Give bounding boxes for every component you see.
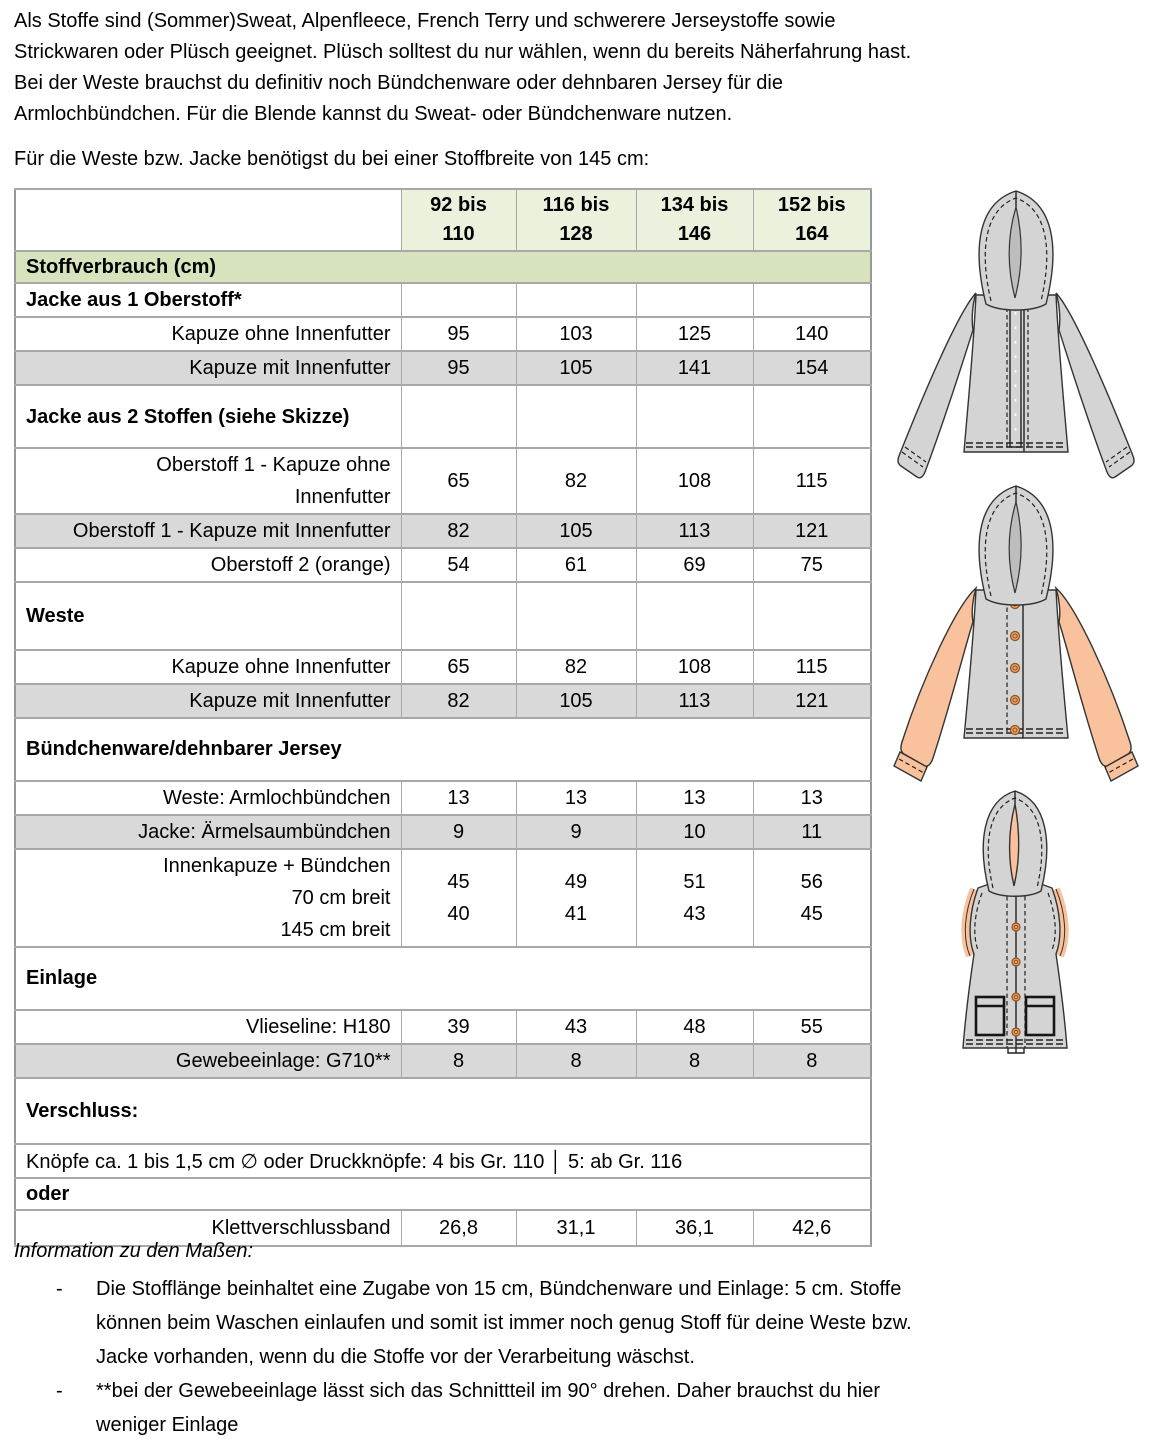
value-cell: 140: [753, 317, 871, 351]
intro-line: Armlochbündchen. Für die Blende kannst du Sweat- oder Bündchenware nutzen.: [14, 103, 733, 125]
value-cell: 103: [516, 317, 636, 351]
row-label: Kapuze ohne Innenfutter: [15, 317, 401, 351]
table-row: [15, 781, 871, 815]
bullet-marker: -: [56, 1380, 63, 1402]
table-row: [15, 1144, 871, 1178]
value-cell: 115: [753, 448, 871, 514]
value-cell: 45 40: [401, 849, 516, 947]
row-label: Kapuze mit Innenfutter: [15, 351, 401, 385]
value-cell: 10: [636, 815, 753, 849]
row-label: Kapuze mit Innenfutter: [15, 684, 401, 718]
value-cell: 39: [401, 1010, 516, 1044]
note-item: [56, 1272, 912, 1374]
value-cell: 141: [636, 351, 753, 385]
value-cell: 48: [636, 1010, 753, 1044]
value-cell: 121: [753, 514, 871, 548]
value-cell: 69: [636, 548, 753, 582]
value-cell: [516, 283, 636, 317]
intro-line: Als Stoffe sind (Sommer)Sweat, Alpenfleece, French Terry und schwerere Jerseystoffe sowie: [14, 10, 836, 32]
value-cell: 51 43: [636, 849, 753, 947]
value-cell: 105: [516, 684, 636, 718]
value-cell: 13: [636, 781, 753, 815]
table-row: [15, 1178, 871, 1210]
value-cell: 26,8: [401, 1210, 516, 1246]
table-row: [15, 849, 871, 947]
section-label: Einlage: [15, 947, 871, 1010]
figure-vest: [935, 785, 1125, 1095]
value-cell: 13: [516, 781, 636, 815]
jacket-hood: [979, 191, 1053, 310]
row-label: Vlieseline: H180: [15, 1010, 401, 1044]
section-label: Jacke aus 2 Stoffen (siehe Skizze): [15, 385, 401, 448]
closure-note: Knöpfe ca. 1 bis 1,5 cm ∅ oder Druckknöpfe: 4 bis Gr. 110 │ 5: ab Gr. 116: [15, 1144, 871, 1178]
section-label: Weste: [15, 582, 401, 650]
value-cell: [401, 385, 516, 448]
value-cell: 105: [516, 351, 636, 385]
row-label: Jacke: Ärmelsaumbündchen: [15, 815, 401, 849]
value-cell: 9: [401, 815, 516, 849]
note-line: können beim Waschen einlaufen und somit ist immer noch genug Stoff für deine Weste bzw.: [96, 1312, 912, 1334]
table-header-row: [15, 189, 871, 251]
table-row: [15, 1044, 871, 1078]
table-row: [15, 317, 871, 351]
value-cell: 82: [401, 684, 516, 718]
value-cell: 49 41: [516, 849, 636, 947]
table-row: [15, 582, 871, 650]
vest-body: [963, 883, 1067, 1053]
table-row: [15, 718, 871, 781]
size-column-header: 116 bis 128: [516, 189, 636, 251]
bullet-marker: -: [56, 1278, 63, 1300]
table-row: [15, 548, 871, 582]
value-cell: 108: [636, 650, 753, 684]
table-row: [15, 385, 871, 448]
value-cell: 36,1: [636, 1210, 753, 1246]
table-row: [15, 947, 871, 1010]
figure-jacket-one-fabric: [885, 185, 1150, 485]
value-cell: 113: [636, 514, 753, 548]
value-cell: 65: [401, 448, 516, 514]
value-cell: 8: [516, 1044, 636, 1078]
note-line: weniger Einlage: [96, 1414, 239, 1436]
table-row: [15, 448, 871, 514]
row-label: Oberstoff 1 - Kapuze ohne Innenfutter: [15, 448, 401, 514]
value-cell: 9: [516, 815, 636, 849]
value-cell: 8: [401, 1044, 516, 1078]
intro-line: Bei der Weste brauchst du definitiv noch Bündchenware oder dehnbaren Jersey für die: [14, 72, 783, 94]
table-lead-text: Für die Weste bzw. Jacke benötigst du bei einer Stoffbreite von 145 cm:: [14, 148, 650, 170]
note-line: **bei der Gewebeeinlage lässt sich das Schnittteil im 90° drehen. Daher brauchst du hier: [96, 1380, 880, 1402]
table-row: [15, 283, 871, 317]
value-cell: [401, 283, 516, 317]
row-label: Oberstoff 2 (orange): [15, 548, 401, 582]
value-cell: 125: [636, 317, 753, 351]
value-cell: 8: [636, 1044, 753, 1078]
note-line: Die Stofflänge beinhaltet eine Zugabe von 15 cm, Bündchenware und Einlage: 5 cm. Stoffe: [96, 1278, 902, 1300]
value-cell: 154: [753, 351, 871, 385]
value-cell: 54: [401, 548, 516, 582]
section-label: Jacke aus 1 Oberstoff*: [15, 283, 401, 317]
value-cell: [636, 283, 753, 317]
value-cell: 82: [401, 514, 516, 548]
value-cell: 95: [401, 351, 516, 385]
table-row: [15, 514, 871, 548]
footer-notes: [56, 1272, 912, 1442]
value-cell: [516, 385, 636, 448]
row-label: Gewebeeinlage: G710**: [15, 1044, 401, 1078]
fabric-requirements-table: [14, 188, 872, 1247]
table-row: [15, 251, 871, 283]
table-row: [15, 1010, 871, 1044]
value-cell: 115: [753, 650, 871, 684]
table-row: [15, 815, 871, 849]
value-cell: 108: [636, 448, 753, 514]
value-cell: 61: [516, 548, 636, 582]
row-label: Innenkapuze + Bündchen 70 cm breit 145 cm breit: [15, 849, 401, 947]
value-cell: 13: [753, 781, 871, 815]
value-cell: 8: [753, 1044, 871, 1078]
value-cell: 75: [753, 548, 871, 582]
section-label: Verschluss:: [15, 1078, 871, 1144]
table-row: [15, 351, 871, 385]
value-cell: 43: [516, 1010, 636, 1044]
value-cell: 95: [401, 317, 516, 351]
note-item: [56, 1374, 912, 1442]
value-cell: 82: [516, 448, 636, 514]
value-cell: 113: [636, 684, 753, 718]
value-cell: 11: [753, 815, 871, 849]
value-cell: [753, 582, 871, 650]
vest-hood: [983, 791, 1046, 896]
figure-jacket-two-fabrics: [885, 480, 1150, 790]
value-cell: 55: [753, 1010, 871, 1044]
value-cell: 31,1: [516, 1210, 636, 1246]
value-cell: 82: [516, 650, 636, 684]
value-cell: 42,6: [753, 1210, 871, 1246]
value-cell: 56 45: [753, 849, 871, 947]
jacket-hood: [979, 486, 1053, 605]
size-column-header: 134 bis 146: [636, 189, 753, 251]
value-cell: [636, 582, 753, 650]
table-row: [15, 650, 871, 684]
value-cell: 65: [401, 650, 516, 684]
table-row: [15, 684, 871, 718]
intro-line: Strickwaren oder Plüsch geeignet. Plüsch solltest du nur wählen, wenn du bereits Näherfahrung hast.: [14, 41, 912, 63]
value-cell: 121: [753, 684, 871, 718]
section-label: Bündchenware/dehnbarer Jersey: [15, 718, 871, 781]
size-column-header: 152 bis 164: [753, 189, 871, 251]
row-label: Klettverschlussband: [15, 1210, 401, 1246]
row-label: Weste: Armlochbündchen: [15, 781, 401, 815]
value-cell: 13: [401, 781, 516, 815]
value-cell: 105: [516, 514, 636, 548]
value-cell: [753, 385, 871, 448]
table-row: [15, 1078, 871, 1144]
footer-heading: Information zu den Maßen:: [14, 1240, 254, 1262]
value-cell: [636, 385, 753, 448]
value-cell: [401, 582, 516, 650]
value-cell: [753, 283, 871, 317]
value-cell: [516, 582, 636, 650]
section-label: oder: [15, 1178, 871, 1210]
header-corner-cell: [15, 189, 401, 251]
note-line: Jacke vorhanden, wenn du die Stoffe vor der Verarbeitung wäschst.: [96, 1346, 695, 1368]
size-column-header: 92 bis 110: [401, 189, 516, 251]
row-label: Kapuze ohne Innenfutter: [15, 650, 401, 684]
section-band: Stoffverbrauch (cm): [15, 251, 871, 283]
row-label: Oberstoff 1 - Kapuze mit Innenfutter: [15, 514, 401, 548]
intro-paragraph: [14, 6, 911, 130]
